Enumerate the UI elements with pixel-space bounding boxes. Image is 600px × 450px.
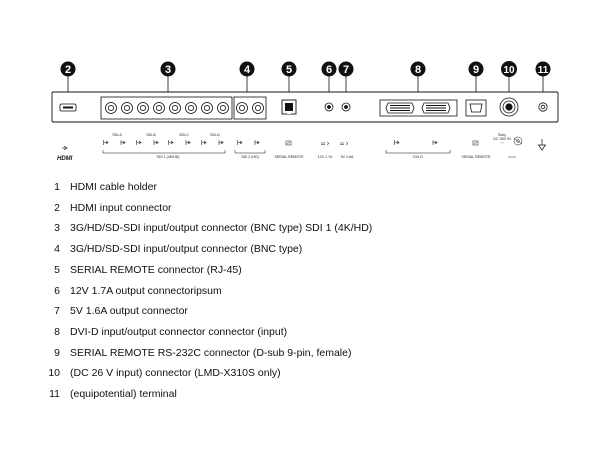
callout-9-label: 9 (472, 64, 480, 76)
sdi1-bracket (103, 150, 225, 153)
legend-item (0, 199, 600, 217)
legend-item (0, 344, 600, 362)
equipotential-terminal (539, 103, 547, 111)
dc-label-line3: ⎓ (500, 141, 504, 145)
callout-2 (61, 62, 76, 77)
5v-label: 5V 1.6A (340, 155, 354, 159)
sdi2-bracket (235, 150, 265, 153)
legend-description: (equipotential) terminal (70, 388, 177, 400)
callout-6-label: 6 (325, 64, 333, 76)
dvi-label: DVI-D (413, 155, 423, 159)
callout-8 (411, 62, 426, 77)
dc-26v-input (500, 98, 518, 116)
dc-output-labels (318, 142, 354, 159)
dc-label-line1: Sony (497, 133, 507, 137)
legend-number: 3 (54, 222, 60, 235)
legend-number: 5 (54, 263, 60, 276)
legend-number: 6 (54, 284, 60, 297)
hdmi-port (60, 104, 76, 111)
callout-markers (61, 61, 551, 77)
ground-symbol-icon (539, 139, 546, 150)
sdi2-group-label: SDI 2 (HD) (241, 155, 259, 159)
callout-8-label: 8 (414, 64, 422, 76)
sdi1-group-label: SDI 1 (4K/HD) (156, 155, 180, 159)
dvi-label-group (386, 140, 450, 159)
legend-item (0, 219, 600, 237)
legend-number: 7 (54, 305, 60, 318)
legend-number: 2 (54, 201, 60, 214)
dc-label-line2: DC 26V IN (493, 137, 511, 141)
legend-description: DVI-D input/output connector connector (input) (70, 325, 288, 338)
legend-description: 3G/HD/SD-SDI input/output connector (BNC type) (70, 243, 303, 256)
12v-label: 12V 1.7A (317, 155, 333, 159)
sdi-port-labels (112, 133, 220, 137)
legend-description: 3G/HD/SD-SDI input/output connector (BNC type) SDI 1 (4K/HD) (70, 222, 373, 235)
hdmi-logo: HDMI (57, 156, 73, 162)
dvi-connectors (380, 100, 457, 116)
callout-7 (339, 62, 354, 77)
legend-item (0, 385, 600, 403)
serial-remote-label: SERIAL REMOTE (274, 155, 304, 159)
sdi-c-label: SDI-C (179, 133, 189, 137)
legend-item (0, 282, 600, 300)
callout-9 (469, 62, 484, 77)
callout-5-label: 5 (285, 64, 293, 76)
callout-4 (240, 62, 255, 77)
legend-description: HDMI input connector (70, 201, 172, 214)
callout-10-label: 10 (503, 65, 515, 76)
legend-number: 10 (48, 367, 60, 380)
legend-description: 5V 1.6A output connector (70, 305, 188, 318)
sdi-in-out-icons (104, 140, 260, 145)
legend-item (0, 302, 600, 320)
legend-item (0, 240, 600, 258)
callout-6 (322, 62, 337, 77)
dc-sub-label: ═══ (508, 155, 516, 159)
legend-item (0, 261, 600, 279)
callout-7-label: 7 (342, 64, 350, 76)
sdi-d-label: SDI-D (210, 133, 220, 137)
legend-item (0, 364, 600, 382)
legend-description: (DC 26 V input) connector (LMD-X310S only) (70, 367, 281, 380)
legend-item (0, 323, 600, 341)
dsub9-connector (466, 100, 486, 116)
callout-11-label: 11 (537, 65, 549, 76)
callout-10 (501, 61, 517, 77)
legend-number: 1 (54, 181, 60, 193)
callout-5 (282, 62, 297, 77)
dc-in-label-group (493, 133, 522, 159)
legend-number: 4 (54, 243, 60, 256)
callout-11 (536, 62, 551, 77)
hdmi-label-group (57, 146, 73, 162)
legend-description: SERIAL REMOTE connector (RJ-45) (70, 263, 242, 276)
serial-remote-2-label-group (461, 141, 491, 159)
legend-description: 12V 1.7A output connectoripsum (70, 284, 222, 297)
callout-2-label: 2 (64, 64, 72, 76)
rear-panel-diagram (0, 0, 600, 175)
sdi-a-label: SDI-A (112, 133, 122, 137)
callout-3 (161, 62, 176, 77)
serial-remote-label-group (274, 141, 304, 159)
legend-number: 9 (54, 346, 60, 359)
legend-number: 8 (54, 325, 60, 338)
legend-description: HDMI cable holder (70, 181, 157, 193)
serial-remote-2-label: SERIAL REMOTE (461, 155, 491, 159)
legend-number: 11 (49, 388, 60, 400)
rj45-port (282, 100, 296, 114)
legend-description: SERIAL REMOTE RS-232C connector (D-sub 9-pin, female) (70, 346, 352, 359)
callout-3-label: 3 (164, 64, 172, 76)
legend-item (0, 178, 600, 196)
sdi-b-label: SDI-B (146, 133, 156, 137)
callout-4-label: 4 (243, 64, 251, 76)
